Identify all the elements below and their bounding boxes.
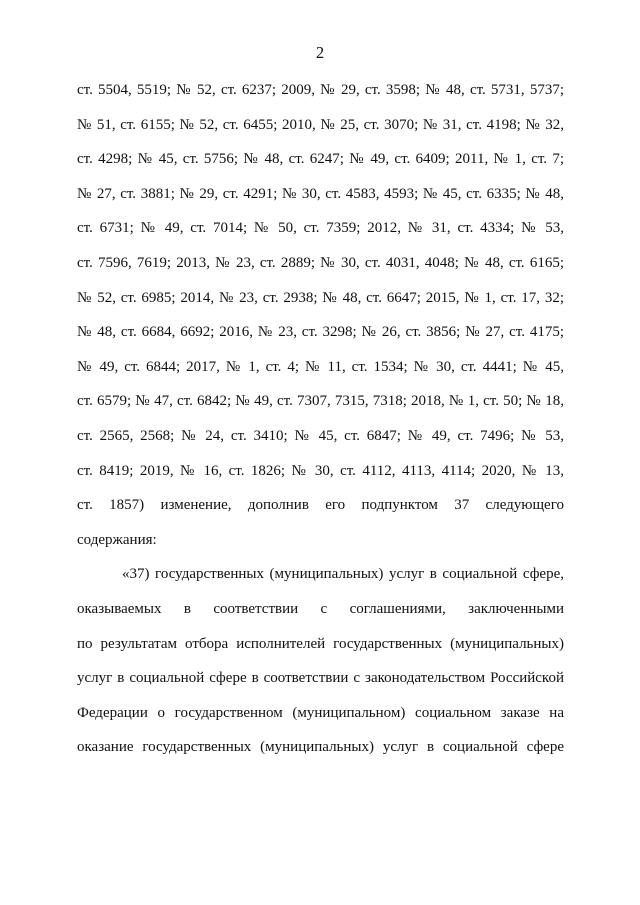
text-line: № 51, ст. 6155; № 52, ст. 6455; 2010, № 25, ст. 3070; № 31, ст. 4198; № 32, (77, 116, 564, 133)
text-line: оказываемых в соответствии с соглашениями, заключенными (77, 600, 564, 617)
text-line: Федерации о государственном (муниципальном) социальном заказе на (77, 704, 564, 721)
text-line: ст. 5504, 5519; № 52, ст. 6237; 2009, № 29, ст. 3598; № 48, ст. 5731, 5737; (77, 82, 564, 98)
paragraph-first-line: «37) государственных (муниципальных) услуг в социальной сфере, (122, 566, 564, 583)
text-line: по результатам отбора исполнителей государственных (муниципальных) (77, 635, 564, 652)
page-number: 2 (315, 43, 325, 62)
text-line: ст. 1857) изменение, дополнив его подпунктом 37 следующего (77, 497, 564, 514)
text-line: № 48, ст. 6684, 6692; 2016, № 23, ст. 3298; № 26, ст. 3856; № 27, ст. 4175; (77, 324, 564, 341)
text-line: ст. 4298; № 45, ст. 5756; № 48, ст. 6247; № 49, ст. 6409; 2011, № 1, ст. 7; (77, 151, 564, 168)
text-line: № 49, ст. 6844; 2017, № 1, ст. 4; № 11, ст. 1534; № 30, ст. 4441; № 45, (77, 358, 564, 375)
text-line: содержания: (77, 531, 157, 548)
text-line: оказание государственных (муниципальных) услуг в социальной сфере (77, 739, 564, 756)
text-line: ст. 8419; 2019, № 16, ст. 1826; № 30, ст. 4112, 4113, 4114; 2020, № 13, (77, 462, 564, 479)
text-line: услуг в социальной сфере в соответствии с законодательством Российской (77, 670, 564, 687)
text-line: № 52, ст. 6985; 2014, № 23, ст. 2938; № 48, ст. 6647; 2015, № 1, ст. 17, 32; (77, 289, 564, 306)
text-line: № 27, ст. 3881; № 29, ст. 4291; № 30, ст. 4583, 4593; № 45, ст. 6335; № 48, (77, 185, 564, 202)
text-line: ст. 6579; № 47, ст. 6842; № 49, ст. 7307, 7315, 7318; 2018, № 1, ст. 50; № 18, (77, 393, 564, 410)
document-body (77, 73, 564, 765)
text-line: ст. 2565, 2568; № 24, ст. 3410; № 45, ст. 6847; № 49, ст. 7496; № 53, (77, 427, 564, 444)
text-line: ст. 7596, 7619; 2013, № 23, ст. 2889; № 30, ст. 4031, 4048; № 48, ст. 6165; (77, 254, 564, 271)
text-line: ст. 6731; № 49, ст. 7014; № 50, ст. 7359; 2012, № 31, ст. 4334; № 53, (77, 220, 564, 237)
